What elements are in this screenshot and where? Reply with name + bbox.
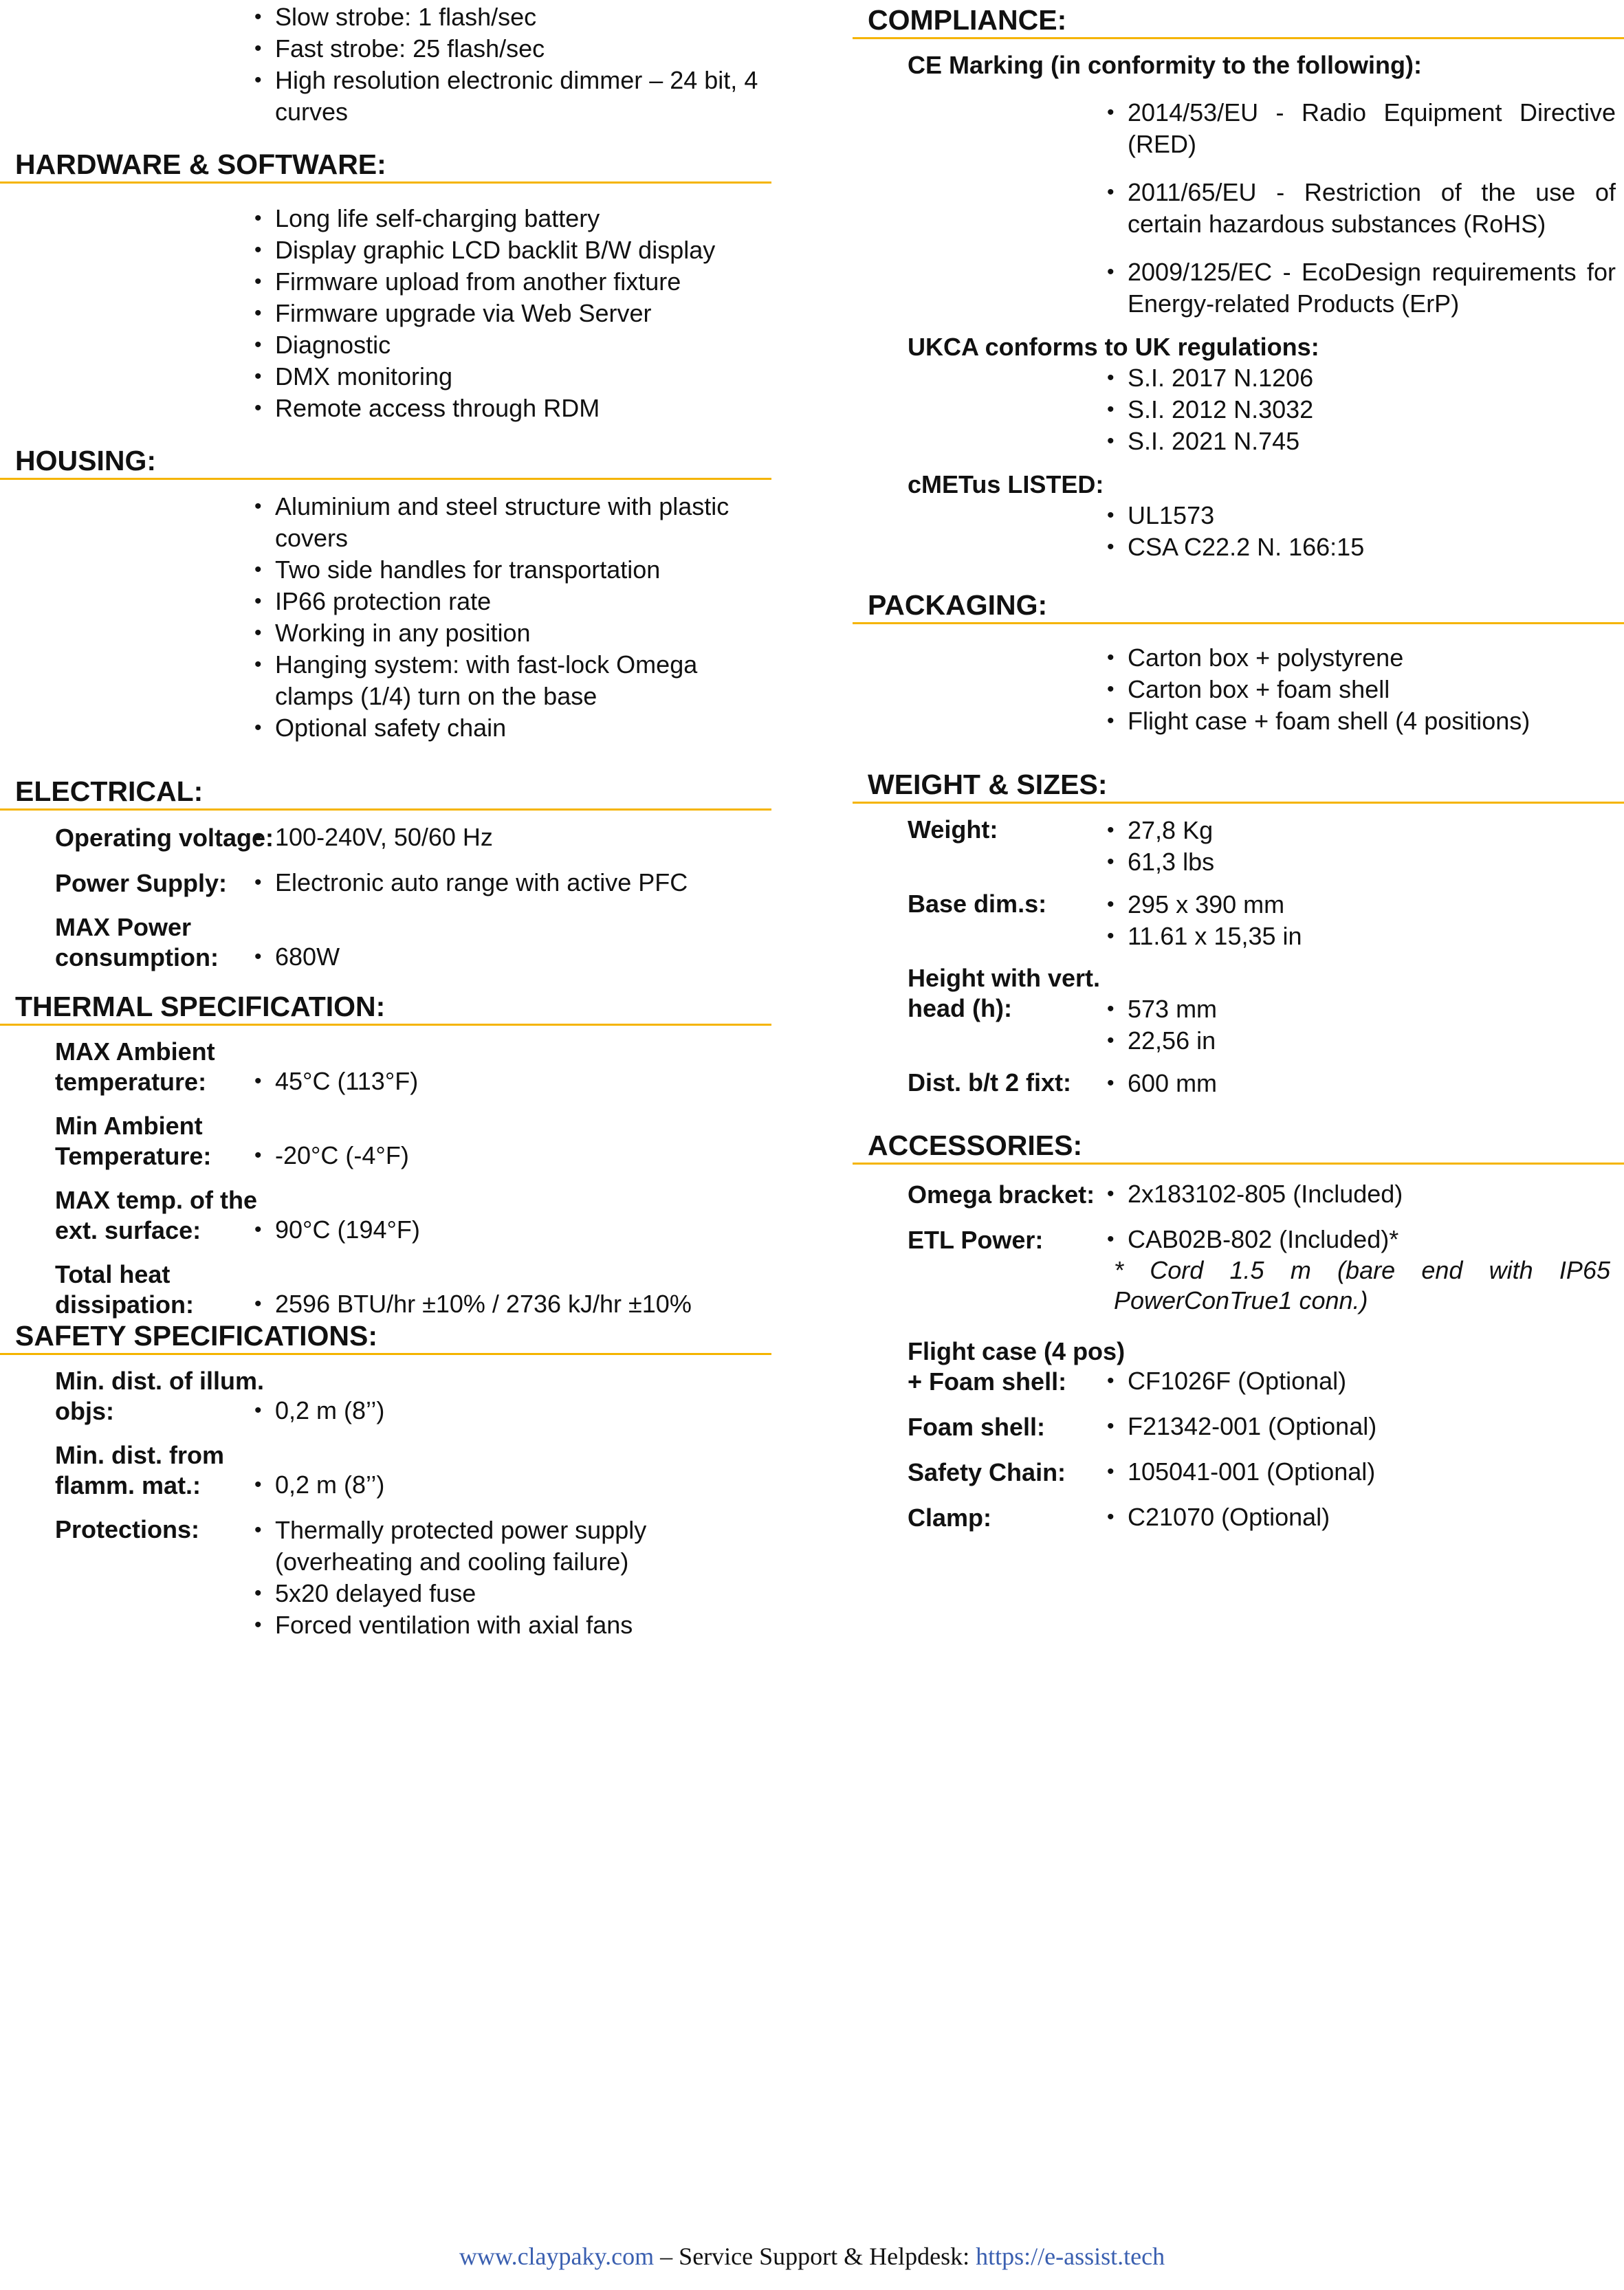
list-item: • Long life self-charging battery (275, 203, 771, 234)
list-item: • Remote access through RDM (275, 393, 771, 424)
hardware-section (0, 148, 771, 424)
packaging-list (1128, 642, 1624, 737)
spec-label: Weight: (908, 815, 998, 844)
spec-value: • 295 x 390 mm (1128, 889, 1302, 921)
spec-label: Min. dist. of illum. objs: (55, 1367, 264, 1425)
list-item: • Fast strobe: 25 flash/sec (275, 33, 771, 65)
spec-label: Base dim.s: (908, 890, 1047, 918)
spec-value: • C21070 (Optional) (1128, 1501, 1624, 1533)
spec-row (853, 1068, 1624, 1099)
spec-label: Min Ambient Temperature: (55, 1112, 212, 1170)
spec-value: • 105041-001 (Optional) (1128, 1456, 1624, 1488)
protections-row (0, 1515, 771, 1641)
list-item: • IP66 protection rate (275, 586, 770, 617)
electrical-section (0, 775, 771, 973)
list-item: • 2011/65/EU - Restriction of the use of certain hazardous substances (RoHS) (1128, 177, 1624, 240)
spec-value: • 61,3 lbs (1128, 846, 1214, 878)
spec-row (853, 1178, 1624, 1210)
spec-value: • F21342-001 (Optional) (1128, 1411, 1624, 1442)
ce-list (1128, 97, 1624, 320)
list-item: • 2014/53/EU - Radio Equipment Directive (RED) (1128, 97, 1624, 160)
spec-label: MAX Ambient temperature: (55, 1037, 215, 1096)
spec-value: • 11.61 x 15,35 in (1128, 921, 1302, 952)
list-item: • UL1573 (1128, 500, 1624, 531)
ukca-label: UKCA conforms to UK regulations: (908, 333, 1319, 361)
list-item: • Carton box + foam shell (1128, 674, 1624, 705)
protections-list (275, 1515, 771, 1641)
spec-label: Flight case (4 pos) + Foam shell: (908, 1337, 1126, 1396)
spec-row (853, 1336, 1624, 1397)
spec-label: MAX temp. of the ext. surface: (55, 1186, 257, 1244)
spec-value: • 0,2 m (8’’) (275, 1395, 771, 1427)
spec-label: Total heat dissipation: (55, 1260, 195, 1319)
spec-label: ETL Power: (908, 1226, 1044, 1254)
list-item: • Aluminium and steel structure with plastic covers (275, 491, 770, 554)
section-title: ACCESSORIES: (853, 1130, 1624, 1165)
spec-label: Clamp: (908, 1504, 992, 1532)
safety-section (0, 1320, 771, 1641)
list-item: • Firmware upgrade via Web Server (275, 298, 771, 329)
housing-list (275, 491, 770, 744)
spec-value: • 680W (275, 941, 771, 973)
list-item: • 2009/125/EC - EcoDesign requirements for Energy-related Products (ErP) (1128, 256, 1624, 320)
list-item: • Two side handles for transportation (275, 554, 770, 586)
accessories-section (853, 1130, 1624, 1533)
list-item: • Working in any position (275, 617, 770, 649)
website-link[interactable]: www.claypaky.com (459, 2243, 655, 2270)
intro-list (275, 1, 771, 128)
spec-value: • -20°C (-4°F) (275, 1140, 771, 1171)
ukca-list (1128, 362, 1624, 457)
spec-label: Protections: (55, 1515, 200, 1543)
spec-row (853, 963, 1624, 1057)
list-item: • S.I. 2017 N.1206 (1128, 362, 1624, 394)
spec-row (853, 889, 1624, 952)
spec-row (0, 912, 771, 973)
list-item: • Display graphic LCD backlit B/W display (275, 234, 771, 266)
list-item: • S.I. 2021 N.745 (1128, 426, 1624, 457)
list-item: • CSA C22.2 N. 166:15 (1128, 531, 1624, 563)
cmet-label: cMETus LISTED: (908, 470, 1104, 498)
spec-value: • 100-240V, 50/60 Hz (275, 822, 771, 853)
right-column (853, 0, 1624, 1547)
spec-label: MAX Power consumption: (55, 913, 219, 971)
cmet-list (1128, 500, 1624, 563)
spec-value: • CAB02B-802 (Included)* (1128, 1224, 1624, 1255)
spec-value: • 27,8 Kg (1128, 815, 1214, 846)
spec-value: • 90°C (194°F) (275, 1214, 771, 1246)
left-column (0, 0, 771, 1641)
spec-row (0, 1366, 771, 1427)
spec-row (853, 1224, 1624, 1255)
spec-label: Power Supply: (55, 869, 228, 897)
page-footer (0, 2241, 1624, 2271)
section-title: THERMAL SPECIFICATION: (0, 991, 771, 1026)
spec-value: • 2x183102-805 (Included) (1128, 1178, 1624, 1210)
list-item: • 5x20 delayed fuse (275, 1578, 771, 1609)
spec-row (0, 1259, 771, 1320)
spec-value: • 600 mm (1128, 1068, 1217, 1099)
spec-label: Dist. b/t 2 fixt: (908, 1068, 1072, 1097)
list-item: • DMX monitoring (275, 361, 771, 393)
list-item: • Diagnostic (275, 329, 771, 361)
ce-label: CE Marking (in conformity to the following): (908, 51, 1422, 79)
section-title: WEIGHT & SIZES: (853, 769, 1624, 804)
spec-row (0, 1111, 771, 1171)
section-title: HOUSING: (0, 445, 771, 480)
spec-row (0, 1440, 771, 1501)
spec-value: • 45°C (113°F) (275, 1066, 771, 1097)
section-title: SAFETY SPECIFICATIONS: (0, 1320, 771, 1355)
list-item: • Thermally protected power supply (overheating and cooling failure) (275, 1515, 715, 1578)
list-item: • Hanging system: with fast-lock Omega clamps (1/4) turn on the base (275, 649, 770, 712)
list-item: • Slow strobe: 1 flash/sec (275, 1, 771, 33)
thermal-section (0, 991, 771, 1320)
section-title: HARDWARE & SOFTWARE: (0, 148, 771, 184)
section-title: COMPLIANCE: (853, 4, 1624, 39)
spec-value: • 2596 BTU/hr ±10% / 2736 kJ/hr ±10% (275, 1288, 771, 1320)
spec-row (853, 1501, 1624, 1533)
spec-row (853, 1411, 1624, 1442)
list-item: • High resolution electronic dimmer – 24 bit, 4 curves (275, 65, 770, 128)
packaging-section (853, 589, 1624, 737)
spec-row (853, 1456, 1624, 1488)
spec-label: Safety Chain: (908, 1458, 1066, 1486)
etl-note: * Cord 1.5 m (bare end with IP65 PowerConTrue1 conn.) (1114, 1256, 1610, 1314)
spec-value: • 0,2 m (8’’) (275, 1469, 771, 1501)
section-title: PACKAGING: (853, 589, 1624, 624)
list-item: • Flight case + foam shell (4 positions) (1128, 705, 1624, 737)
spec-row (0, 1185, 771, 1246)
spec-value: • CF1026F (Optional) (1128, 1365, 1624, 1397)
spec-label: Height with vert. head (h): (908, 964, 1101, 1022)
spec-row (0, 867, 771, 899)
hardware-list (275, 203, 771, 424)
spec-row (853, 815, 1624, 878)
spec-label: Omega bracket: (908, 1180, 1095, 1209)
list-item: • Carton box + polystyrene (1128, 642, 1624, 674)
spec-label: Min. dist. from flamm. mat.: (55, 1441, 224, 1499)
weight-section (853, 769, 1624, 1099)
section-title: ELECTRICAL: (0, 775, 771, 811)
spec-label: Operating voltage: (55, 824, 274, 852)
spec-row (0, 822, 771, 853)
footer-separator: – Service Support & Helpdesk: (654, 2243, 976, 2270)
spec-value: • 22,56 in (1128, 1025, 1217, 1057)
spec-label: Foam shell: (908, 1413, 1046, 1441)
list-item: • Firmware upload from another fixture (275, 266, 771, 298)
spec-value: • 573 mm (1128, 993, 1217, 1025)
helpdesk-link[interactable]: https://e-assist.tech (976, 2243, 1165, 2270)
compliance-section (853, 4, 1624, 563)
spec-value: • Electronic auto range with active PFC (275, 867, 771, 899)
spec-row (0, 1037, 771, 1097)
list-item: • S.I. 2012 N.3032 (1128, 394, 1624, 426)
housing-section (0, 445, 771, 744)
list-item: • Optional safety chain (275, 712, 770, 744)
list-item: • Forced ventilation with axial fans (275, 1609, 771, 1641)
